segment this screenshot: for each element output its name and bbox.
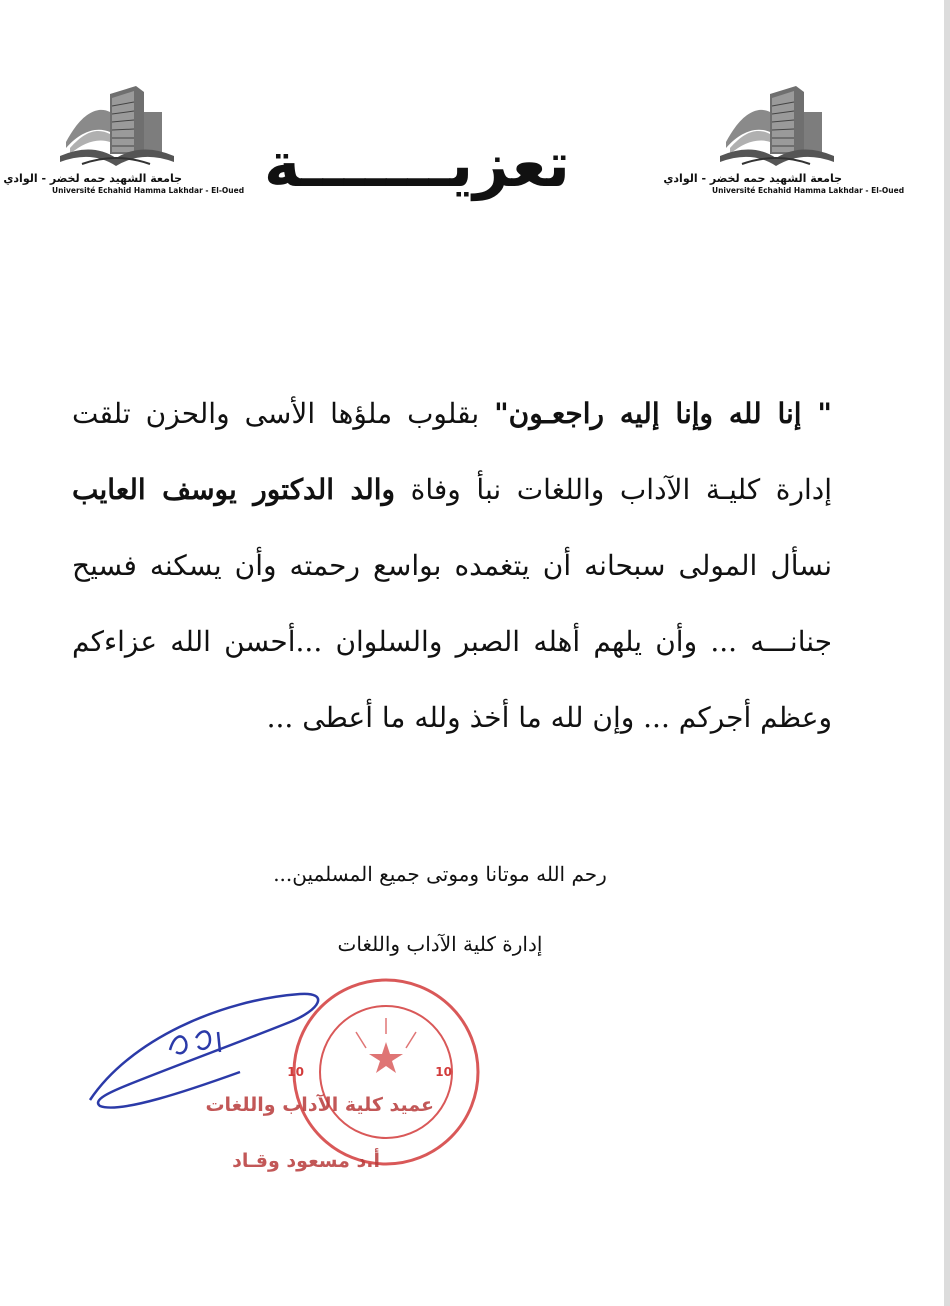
closing-signatory: إدارة كلية الآداب واللغات <box>337 932 543 956</box>
condolence-paragraph <box>72 376 832 756</box>
deceased-name: والد الدكتور يوسف العايب <box>72 473 396 506</box>
logo-caption-arabic: جامعة الشهيد حمه لخضر - الوادي <box>3 172 182 185</box>
svg-text:10: 10 <box>435 1065 452 1079</box>
university-logo-left <box>3 82 245 200</box>
closing-prayer: رحم الله موتانا وموتى جميع المسلمين... <box>273 862 607 886</box>
logo-caption-french: Université Echahid Hamma Lakhdar - El-Oued <box>52 186 245 195</box>
signatory-name: أ.د مسعود وقـاد <box>232 1150 380 1172</box>
paragraph-part-1: بقلوب ملؤها الأسى والحزن تلقت إدارة كليـة الآداب واللغات نبأ وفاة <box>72 397 833 506</box>
scan-edge <box>944 0 950 1306</box>
official-stamp-icon <box>286 972 486 1172</box>
logo-caption-french: Université Echahid Hamma Lakhdar - El-Oued <box>712 186 905 195</box>
university-building-logo-icon <box>712 82 842 172</box>
document-title: تعزيـــــــة <box>263 128 570 201</box>
signature-block <box>70 972 590 1202</box>
quranic-quote: " إنا لله وإنا إليه راجعـون" <box>494 397 832 430</box>
signatory-title: عميد كلية الآداب واللغات <box>205 1094 434 1116</box>
svg-text:10: 10 <box>287 1065 304 1079</box>
paragraph-part-2: نسأل المولى سبحانه أن يتغمده بواسع رحمته وأن يسكنه فسيح جنانـــه ... وأن يلهم أهله الصبر والسلوان ...أحسن الله عزاءكم وعظم أجركم ... وإن لله ما أخذ ولله ما أعطى ... <box>72 549 832 734</box>
logo-caption-arabic: جامعة الشهيد حمه لخضر - الوادي <box>663 172 842 185</box>
university-building-logo-icon <box>52 82 182 172</box>
university-logo-right <box>663 82 905 200</box>
